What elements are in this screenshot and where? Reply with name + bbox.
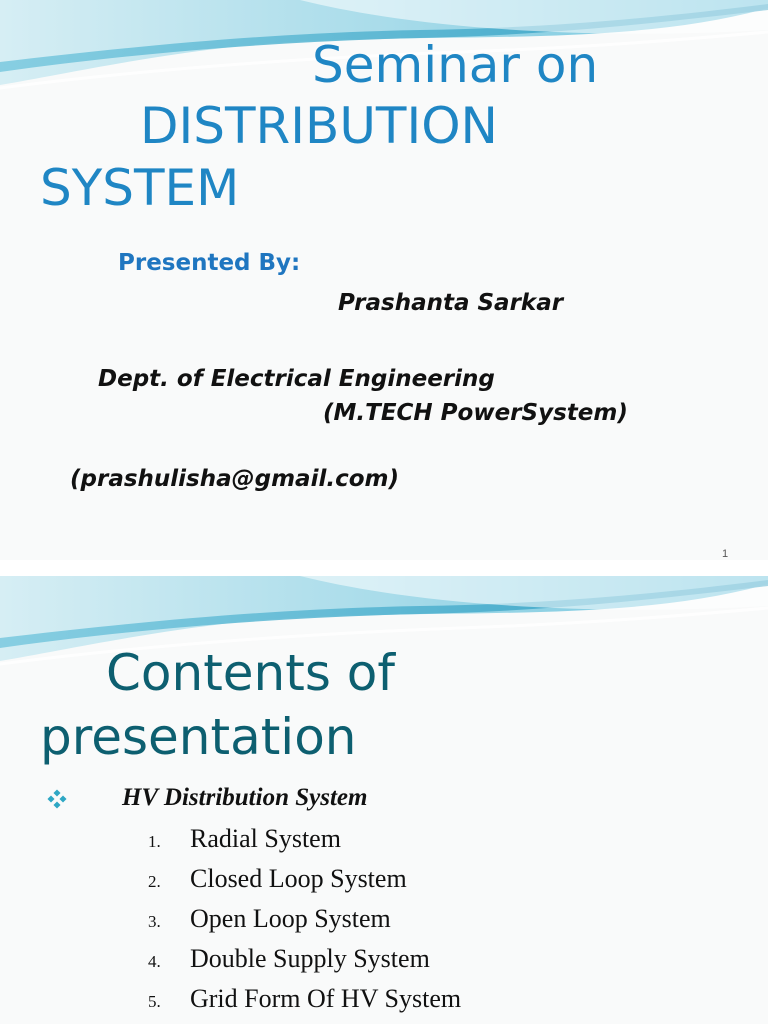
slide-number: 1 — [722, 548, 729, 560]
list-item: Radial System — [190, 824, 341, 853]
slide-contents — [0, 576, 768, 1024]
title-line-1: Seminar on — [312, 36, 599, 94]
contents-title-line-1: Contents of — [106, 644, 395, 702]
presented-by-label: Presented By: — [118, 250, 301, 276]
bullet-hv-distribution: HV Distribution System — [122, 784, 368, 811]
program: (M.TECH PowerSystem) — [323, 400, 628, 426]
slide-separator — [0, 560, 768, 576]
email: (prashulisha@gmail.com) — [70, 466, 399, 492]
diamond-bullet-icon — [47, 789, 67, 809]
list-item: Double Supply System — [190, 944, 430, 973]
list-item-number: 4. — [148, 952, 161, 971]
list-item-number: 1. — [148, 832, 161, 851]
presenter-name: Prashanta Sarkar — [338, 290, 564, 316]
contents-title-line-2: presentation — [40, 708, 357, 766]
list-item-number: 2. — [148, 872, 161, 891]
list-item-number: 5. — [148, 992, 161, 1011]
list-item-number: 3. — [148, 912, 161, 931]
list-item: Closed Loop System — [190, 864, 407, 893]
list-item: Open Loop System — [190, 904, 391, 933]
list-item: Grid Form Of HV System — [190, 984, 462, 1013]
title-line-3: SYSTEM — [40, 159, 240, 217]
department: Dept. of Electrical Engineering — [98, 366, 495, 392]
title-line-2: DISTRIBUTION — [140, 97, 498, 155]
